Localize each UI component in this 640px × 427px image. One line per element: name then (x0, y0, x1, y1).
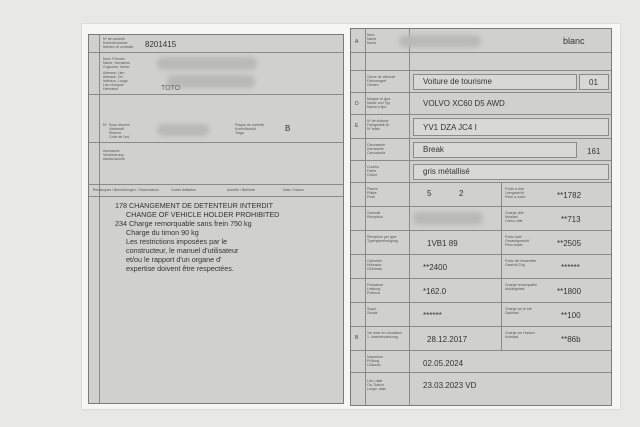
note-line-5: Les restrictions imposées par le (126, 237, 228, 246)
redacted-approval (413, 212, 483, 225)
row-first-reg: B 1re mise en circulation 1. Inverkehrsetzung 28.12.2017 Charge sur l'essieu Achslast **86b (351, 327, 611, 351)
extra: ****** (423, 311, 442, 320)
color-header: blanc (563, 36, 585, 46)
row-codes-header: Remarques / Bemerkungen / Osservazioni Codes limitation Autorité / Behörde Date / Datum (89, 185, 343, 197)
seats-front: 2 (459, 189, 464, 198)
weight-tow: **1800 (557, 287, 582, 296)
color: gris métallisé (423, 167, 470, 176)
weight-axle: **86b (561, 335, 581, 344)
note-line-7: et/ou le rapport d'un organe d' (126, 255, 222, 264)
note-line-2: CHANGE OF VEHICLE HOLDER PROHIBITED (126, 210, 280, 219)
weight-load: **713 (561, 215, 581, 224)
vehicle-type: Voiture de tourisme (423, 77, 492, 86)
row-load: Garantie Réception Charge utile Nutzlast Carico utile **713 (351, 207, 611, 231)
row-inspection-1: Inspection Prüfung Collaudo 02.05.2024 (351, 351, 611, 373)
row-insurance: Assurance Versicherung Assicurazione (89, 143, 343, 185)
type-code: 01 (589, 78, 598, 87)
redacted-canton (157, 124, 209, 136)
note-line-6: constructeur, le manuel d'utilisateur (126, 246, 239, 255)
seats: 5 (427, 189, 432, 198)
inspection-2: 23.03.2023 VD (423, 381, 477, 390)
row-vin: E Nº de châssis Fahrgestell-Nr. Nº telaio YV1 DZA JC4 I (351, 115, 611, 139)
row-displacement: Cylindrée Hubraum Cilindrata **2400 Poids de l'ensemble Gewicht Zug ****** (351, 255, 611, 279)
weight-empty: **1782 (557, 191, 582, 200)
make-model: VOLVO XC60 D5 AWD (423, 99, 505, 108)
power: *162.0 (423, 287, 447, 296)
note-line-3: 234 Charge remorquable sans frein 750 kg (115, 219, 252, 228)
body-code: 161 (587, 147, 601, 156)
vin: YV1 DZA JC4 I (423, 123, 477, 132)
row-type-approval: Réception par type Typengenehmigung 1VB1 89 Poids total Gesamtgewicht Peso totale **2505 (351, 231, 611, 255)
row-body: Carrosserie Karosserie Carrozzeria Break 161 (351, 139, 611, 161)
weight-total: **2505 (557, 239, 582, 248)
row-vehicle-type: Genre de véhicule Fahrzeugart Genere Voiture de tourisme 01 (351, 71, 611, 93)
weight-roof: **100 (561, 311, 581, 320)
displacement: **2400 (423, 263, 448, 272)
type-approval: 1VB1 89 (427, 239, 458, 248)
row-blank (351, 53, 611, 71)
partial-name: TOTO (161, 85, 181, 92)
weight-train: ****** (561, 263, 580, 272)
row-doc-number: Nº de contrôle Kontrollnummer Numero di controllo 8201415 (89, 35, 343, 53)
note-line-4: Charge du timon 90 kg (126, 228, 199, 237)
row-extra: Suppl. Zusatz ****** Charge sur le toit Dachlast **100 (351, 303, 611, 327)
row-seats: Places Plätze Posti 5 2 Poids à vide Leergewicht Peso a vuoto **1782 (351, 183, 611, 207)
body: Break (423, 145, 444, 154)
note-line-8: expertise doivent être respectées. (126, 264, 234, 273)
row-make-model: D Marque et type Marke und Typ Marca e tipo VOLVO XC60 D5 AWD (351, 93, 611, 115)
first-registration: 28.12.2017 (427, 335, 468, 344)
field-b-value: B (285, 124, 291, 133)
row-color-header: A Nom Name Nome blanc (351, 29, 611, 53)
registration-right-panel (350, 28, 612, 406)
redacted-owner (399, 35, 481, 47)
row-power: Puissance Leistung Potenza *162.0 Charge remorquable Anhängelast **1800 (351, 279, 611, 303)
redacted-name (157, 57, 257, 70)
row-inspection-2: Lieu, date Ort, Datum Luogo, data 23.03.2023 VD (367, 379, 477, 391)
row-holder: Nom, Prénom Name, Vornamen Cognome, Nome Adresse, Lieu Adresse, Ort Indirizzo, Luogo Lieu d'origine Heimatort TOTO (89, 53, 343, 95)
doc-number: 8201415 (145, 40, 177, 49)
row-canton: Nº Sous réserve Vorbehalt Riserva Code de l'art. Plaque de contrôle Kontrollschild Targa B (89, 119, 343, 143)
inspection-1: 02.05.2024 (423, 359, 464, 368)
row-color: Couleur Farbe Colore gris métallisé (351, 161, 611, 183)
registration-left-panel (88, 34, 344, 404)
note-line-1: 178 CHANGEMENT DE DETENTEUR INTERDIT (115, 201, 274, 210)
